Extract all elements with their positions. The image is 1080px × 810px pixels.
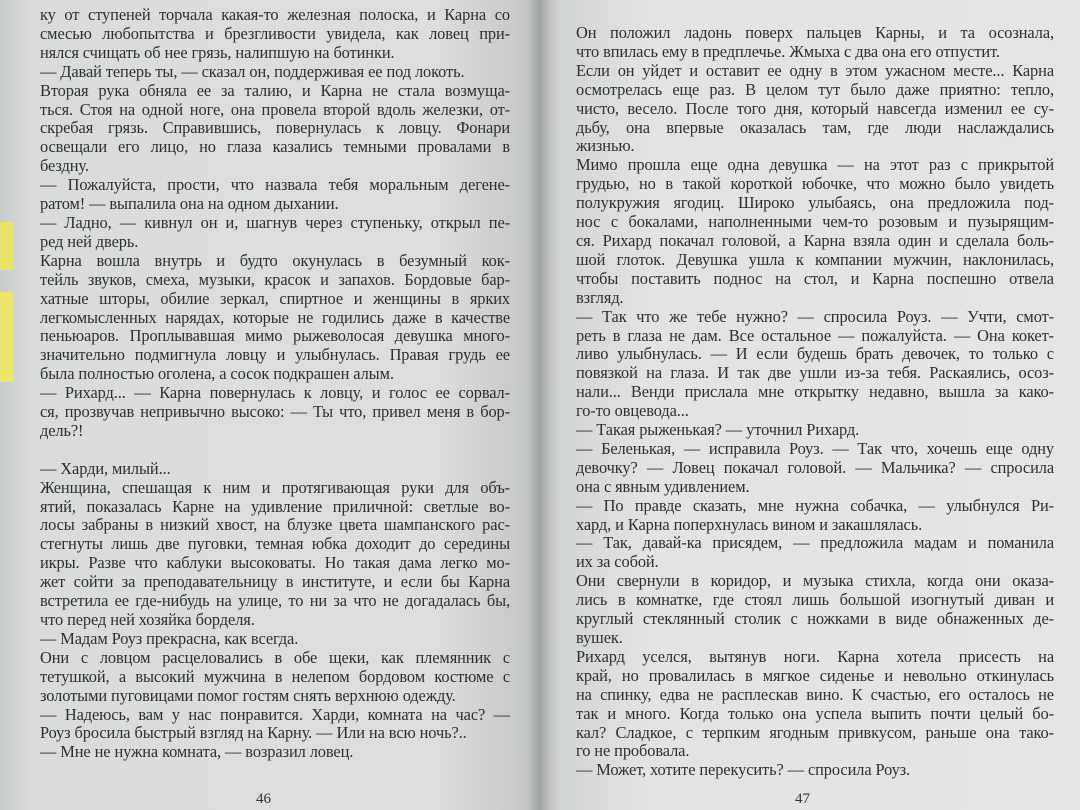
bookmark-tab [0, 292, 14, 382]
text-line: полукружия ягодиц. Широко улыбаясь, она предложила под- [576, 193, 1054, 213]
text-line: Рихард уселся, вытянув ноги. Карна хотела присесть на [576, 646, 1054, 666]
text-line: легкомысленных нарядах, которые не годились даже в качестве [40, 307, 510, 327]
text-line: дель?! [40, 420, 84, 440]
text-line: девочку? — Ловец покачал головой. — Мальчика? — спросила [576, 457, 1054, 477]
text-line: нали... Венди прислала мне открытку недавно, вышла за како- [576, 382, 1054, 402]
right-page [540, 0, 1080, 810]
text-line: ку от ступеней торчала какая-то железная полоска, и Карна со [40, 5, 510, 24]
text-line: лись в комнатке, где стоял лишь большой изогнутый диван и [576, 590, 1054, 610]
text-line: встретила ее где-нибудь на улице, то ни за что не догадалась бы, [40, 591, 510, 611]
text-line: — Пожалуйста, прости, что назвала тебя моральным дегене- [40, 175, 510, 195]
text-line: — Надеюсь, вам у нас понравится. Харди, комната на час? — [40, 704, 510, 724]
text-line: хард, и Карна поперхнулась вином и закашлялась. [576, 514, 923, 534]
text-line [40, 441, 510, 460]
text-line: Они с ловцом расцеловались в обе щеки, как племянник с [40, 647, 510, 667]
text-line: круглый стеклянный столик с ножками в виде обнаженных де- [576, 609, 1054, 629]
text-line: ся. Рихард покачал головой, а Карна взяла один и сделала боль- [576, 230, 1054, 250]
text-line: так и много. Когда только она успела выпить почти целый бо- [576, 703, 1054, 723]
text-line: повязкой на глаза. И так две ушли из-за тебя. Раскаялись, осоз- [576, 363, 1054, 383]
text-line: нялся счищать об нее грязь, налипшую на ботинки. [40, 42, 395, 62]
text-line: Карна вошла внутрь и будто окунулась в безумный кок- [40, 250, 510, 270]
text-line: ться. Стоя на одной ноге, она провела второй вдоль железки, от- [40, 99, 510, 119]
text-line: дьбу, она впервые оказалась там, где люди наслаждались [576, 117, 1054, 137]
text-line: го не пробовала. [576, 741, 690, 761]
text-line: грудью, но в такой короткой юбочке, что можно было увидеть [576, 174, 1054, 194]
text-line: кал? Сладкое, с терпким ягодным привкусом, раньше она тако- [576, 722, 1054, 742]
text-line: значительно подмигнула ловцу и улыбнулась. Правая грудь ее [40, 345, 510, 365]
text-line: тетушкой, а высокий мужчина в нелепом бордовом костюме с [40, 666, 510, 686]
text-line: — Беленькая, — исправила Роуз. — Так что, хочешь еще одну [576, 438, 1054, 458]
text-line: взгляд. [576, 287, 624, 307]
text-line: чисто, весело. После того дня, который навсегда изменил ее су- [576, 98, 1054, 118]
text-line: реть в глаза не дам. Все остальное — пожалуйста. — Она кокет- [576, 325, 1054, 345]
text-line: ратом! — выпалила она на одном дыхании. [40, 194, 339, 214]
text-line: — Рихард... — Карна повернулась к ловцу, и голос ее сорвал- [40, 383, 510, 403]
text-line: скребая грязь. Справившись, повернулась к ловцу. Фонари [40, 118, 510, 138]
text-line: — Харди, милый... [40, 458, 171, 478]
text-line: освещали его лицо, но глаза казались темными провалами в [40, 137, 510, 157]
right-page-text [576, 24, 1054, 780]
text-line: Они свернули в коридор, и музыка стихла, когда они оказа- [576, 571, 1054, 591]
page-number-right: 47 [795, 791, 810, 807]
text-line: вушек. [576, 628, 623, 647]
text-line: была полностью оголена, а сосок подкрашен алым. [40, 364, 394, 384]
text-line: ливо улыбнулась. — И если будешь брать девочек, то только с [576, 344, 1054, 364]
text-line: Роуз бросила быстрый взгляд на Карну. — Или на всю ночь?.. [40, 723, 467, 743]
text-line: хатные шторы, обилие зеркал, спиртное и женщины в ярких [40, 288, 510, 308]
text-line: — Так что же тебе нужно? — спросила Роуз. — Учти, смот- [576, 306, 1054, 326]
text-line: жет сойти за преподавательницу в институте, и если бы Карна [40, 572, 510, 592]
text-line: Он положил ладонь поверх пальцев Карны, и та осознала, [576, 23, 1054, 42]
text-line: ся, прозвучав непривычно высоко: — Ты что, привел меня в бор- [40, 402, 510, 422]
text-line: смесью любопытства и брезгливости увидела, как ловец при- [40, 23, 510, 43]
text-line: — Может, хотите перекусить? — спросила Роуз. [576, 760, 911, 780]
text-line: их за собой. [576, 552, 659, 572]
text-line: ятий, показалась Карне на удивление приличной: светлые во- [40, 496, 510, 516]
bookmark-tab [0, 222, 14, 270]
text-line: ред ней дверь. [40, 231, 139, 251]
text-line: — Мадам Роуз прекрасна, как всегда. [40, 628, 299, 648]
text-line: жизнью. [576, 136, 635, 156]
text-line: на спинку, едва не расплескав вино. К счастью, его осталось не [576, 684, 1054, 704]
text-line: икры. Разве что каблуки высоковаты. Но такая дама легко мо- [40, 553, 510, 573]
text-line: золотыми пуговицами помог гостям снять верхнюю одежду. [40, 685, 456, 705]
text-line: — Давай теперь ты, — сказал он, поддерживая ее под локоть. [40, 61, 465, 81]
text-line: край, но провалилась в мягкое сиденье и невольно откинулась [576, 665, 1054, 685]
text-line: нос с бокалами, наполненными чем-то розовым и пузырящим- [576, 212, 1054, 232]
text-line: шой глоток. Девушка ушла к компании мужчин, наклонилась, [576, 249, 1054, 269]
text-line: тейль звуков, смеха, музыки, красок и запахов. Бордовые бар- [40, 269, 510, 289]
book-gutter [528, 0, 552, 810]
text-line: — Такая рыженькая? — уточнил Рихард. [576, 420, 860, 440]
text-line: чтобы поставить поднос на стол, и Карна поспешно отвела [576, 268, 1054, 288]
text-line: го-то овцевода... [576, 401, 689, 421]
text-line: осмотрелась еще раз. В целом тут было даже приятно: тепло, [576, 79, 1054, 99]
text-line: — Так, давай-ка присядем, — предложила мадам и поманила [576, 533, 1054, 553]
text-line: Мимо прошла еще одна девушка — на этот раз с прикрытой [576, 155, 1054, 175]
text-line: Вторая рука обняла ее за талию, и Карна не стала возмуща- [40, 80, 510, 100]
text-line: — Мне не нужна комната, — возразил ловец. [40, 742, 354, 762]
text-line: — По правде сказать, мне нужна собачка, — улыбнулся Ри- [576, 495, 1054, 515]
text-line: она с явным удивлением. [576, 476, 750, 496]
text-line: — Ладно, — кивнул он и, шагнув через ступеньку, открыл пе- [40, 212, 510, 232]
text-line: Если он уйдет и оставит ее одну в этом ужасном месте... Карна [576, 60, 1054, 80]
text-line: Женщина, спешащая к ним и протягивающая руки для объ- [40, 477, 510, 497]
text-line: бездну. [40, 156, 89, 176]
text-line: стегнуты лишь две пуговки, темная юбка доходит до середины [40, 534, 510, 554]
text-line: что перед ней хозяйка борделя. [40, 609, 255, 629]
text-line: пеньюаров. Проплывавшая мимо рыжеволосая девушка много- [40, 326, 510, 346]
text-line: лосы забраны в низкий хвост, на блузке цвета шампанского рас- [40, 515, 510, 535]
page-number-left: 46 [256, 791, 271, 807]
text-line: что впилась ему в предплечье. Жмыха с два она его отпустит. [576, 41, 1000, 61]
left-page-text [40, 6, 510, 762]
